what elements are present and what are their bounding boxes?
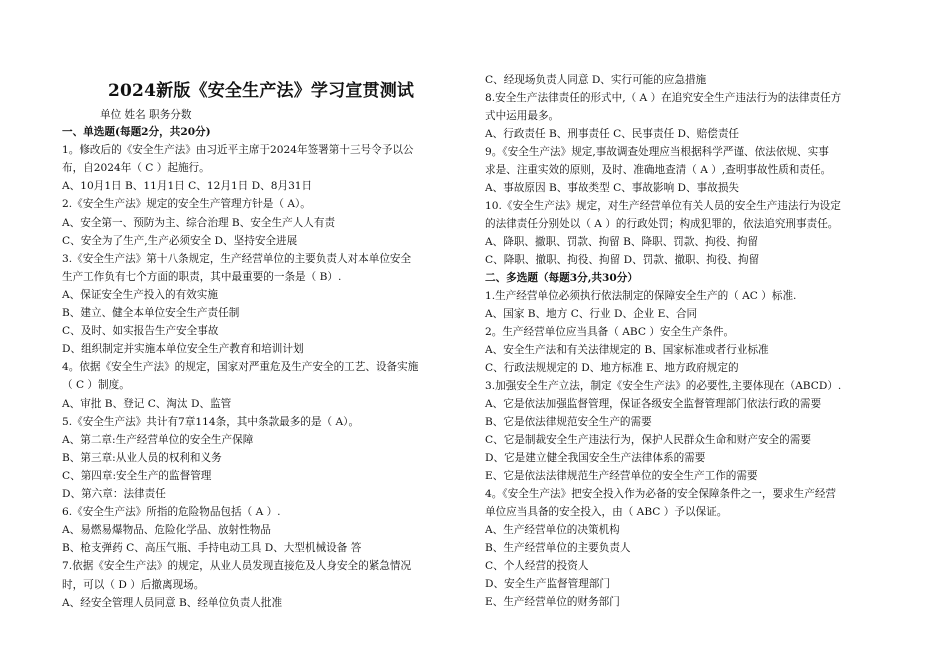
- text-line: A、行政责任 B、刑事责任 C、民事责任 D、赔偿责任: [485, 128, 740, 140]
- text-line: 求是、注重实效的原则，及时、准确地查清（ A ）,查明事故性质和责任。: [485, 164, 832, 176]
- text-line: B、生产经营单位的主要负责人: [485, 542, 631, 554]
- info-line: 单位 姓名 职务分数: [100, 109, 192, 121]
- text-line: D、安全生产监督管理部门: [485, 578, 611, 590]
- text-line: A、10月1日 B、11月1日 C、12月1日 D、8月31日: [62, 180, 313, 193]
- text-line: A、生产经营单位的决策机构: [485, 524, 620, 536]
- text-line: C、及时、如实报告生产安全事故: [62, 325, 219, 338]
- section-heading: 二、多选题（每题3分,共30分）: [485, 272, 638, 284]
- text-line: B、第三章:从业人员的权利和义务: [62, 451, 222, 464]
- text-line: C、个人经营的投资人: [485, 560, 589, 572]
- text-line: A、安全第一、预防为主、综合治理 B、安全生产人人有责: [62, 216, 336, 229]
- text-line: C、降职、撤职、拘役、拘留 D、罚款、撤职、拘役、拘留: [485, 254, 760, 266]
- text-line: 时，可以（ D ）后撤离现场。: [62, 578, 205, 591]
- text-line: E、生产经营单位的财务部门: [485, 596, 620, 608]
- text-line: A、降职、撤职、罚款、拘留 B、降职、罚款、拘役、拘留: [485, 236, 759, 248]
- text-line: 单位应当具备的安全投入，由（ ABC ）予以保证。: [485, 506, 728, 518]
- text-line: （ C ）制度。: [62, 379, 130, 392]
- text-line: 3.加强安全生产立法，制定《安全生产法》的必要性,主要体现在（ABCD）.: [485, 380, 842, 392]
- text-line: D、组织制定并实施本单位安全生产教育和培训计划: [62, 343, 304, 356]
- text-line: 10.《安全生产法》规定，对生产经营单位有关人员的安全生产违法行为设定: [485, 200, 841, 212]
- text-line: 4。《安全生产法》把安全投入作为必备的安全保障条件之一，要求生产经营: [485, 488, 837, 500]
- text-line: A、经安全管理人员同意 B、经单位负责人批准: [62, 596, 283, 609]
- text-line: A、审批 B、登记 C、淘汰 D、监管: [62, 397, 232, 410]
- text-line: A、安全生产法和有关法律规定的 B、国家标准或者行业标准: [485, 344, 769, 356]
- text-line: A、易燃易爆物品、危险化学品、放射性物品: [62, 524, 271, 537]
- text-line: 6.《安全生产法》所指的危险物品包括（ A ）.: [62, 506, 281, 519]
- text-line: C、行政法规规定的 D、地方标准 E、地方政府规定的: [485, 362, 739, 374]
- text-line: 7.依据《安全生产法》的规定，从业人员发现直接危及人身安全的紧急情况: [62, 560, 412, 573]
- text-line: 2。生产经营单位应当具备（ ABC ）安全生产条件。: [485, 326, 735, 338]
- text-line: C、它是制裁安全生产违法行为，保护人民群众生命和财产安全的需要: [485, 434, 811, 446]
- text-line: C、经现场负责人同意 D、实行可能的应急措施: [485, 74, 707, 86]
- text-line: 1。修改后的《安全生产法》由习近平主席于2024年签署第十三号令予以公: [62, 144, 414, 157]
- text-line: A、国家 B、地方 C、行业 D、企业 E、合同: [485, 308, 698, 320]
- text-line: 2.《安全生产法》规定的安全生产管理方针是（ A）。: [62, 198, 311, 211]
- section-heading: 一、单选题(每题2分，共20分): [62, 126, 211, 138]
- text-line: D、它是建立健全我国安全生产法律体系的需要: [485, 452, 706, 464]
- text-line: 4。依据《安全生产法》的规定，国家对严重危及生产安全的工艺、设备实施: [62, 361, 419, 374]
- text-line: B、枪支弹药 C、高压气瓶、手持电动工具 D、大型机械设备 答: [62, 542, 362, 555]
- text-line: 布，自2024年（ C ）起施行。: [62, 162, 210, 175]
- text-line: 5.《安全生产法》共计有7章114条，其中条款最多的是（ A）。: [62, 415, 360, 428]
- text-line: A、保证安全生产投入的有效实施: [62, 288, 218, 301]
- text-line: A、它是依法加强监督管理，保证各级安全监督管理部门依法行政的需要: [485, 398, 822, 410]
- text-line: A、事故原因 B、事故类型 C、事故影响 D、事故损失: [485, 182, 740, 194]
- text-line: B、它是依法律规范安全生产的需要: [485, 416, 652, 428]
- text-line: C、安全为了生产,生产必须安全 D、坚持安全进展: [62, 234, 298, 247]
- text-line: A、第二章:生产经营单位的安全生产保障: [62, 433, 254, 446]
- text-line: 式中运用最多。: [485, 110, 560, 122]
- text-line: E、它是依法法律规范生产经营单位的安全生产工作的需要: [485, 470, 758, 482]
- text-line: 1.生产经营单位必须执行依法制定的保障安全生产的（ AC ）标准.: [485, 290, 797, 302]
- text-line: 8.安全生产法律责任的形式中,（ A ）在追究安全生产违法行为的法律责任方: [485, 92, 842, 104]
- text-line: D、第六章：法律责任: [62, 488, 166, 500]
- text-line: 的法律责任分别处以（ A ）的行政处罚；构成犯罪的，依法追究刑事责任。: [485, 218, 839, 230]
- text-line: 9。《安全生产法》规定,事故调查处理应当根据科学严谨、依法依规、实事: [485, 146, 829, 158]
- text-line: 3.《安全生产法》第十八条规定，生产经营单位的主要负责人对本单位安全: [62, 252, 412, 265]
- text-line: B、建立、健全本单位安全生产责任制: [62, 307, 240, 319]
- text-line: C、第四章:安全生产的监督管理: [62, 469, 212, 482]
- text-line: 生产工作负有七个方面的职责，其中最重要的一条是（ B）.: [62, 270, 342, 283]
- page-title: 2024新版《安全生产法》学习宣贯测试: [108, 81, 415, 101]
